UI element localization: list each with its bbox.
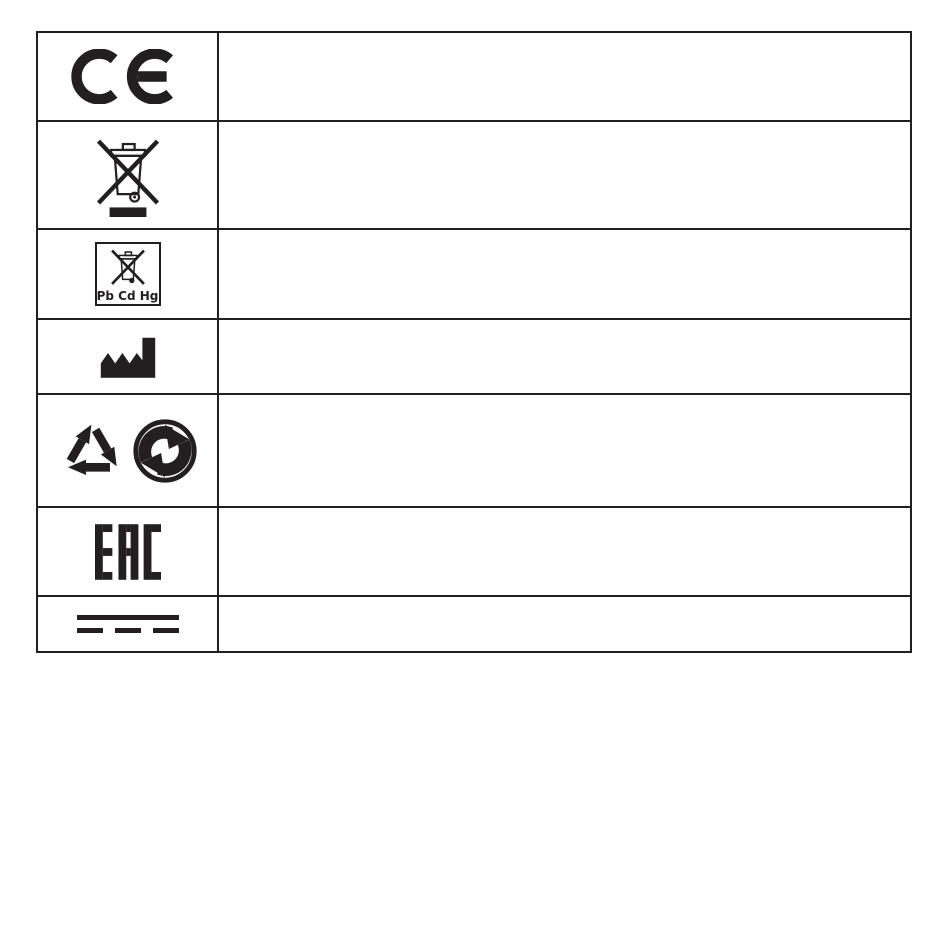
symbol-description-cell: [219, 597, 910, 651]
symbol-description-cell: [219, 230, 910, 318]
symbol-description-cell: [219, 508, 910, 595]
table-row: [38, 230, 910, 320]
ce-mark-icon: [71, 49, 185, 104]
green-dot-icon: [130, 416, 200, 486]
symbol-description-cell: [219, 122, 910, 228]
symbol-cell-dc: [38, 597, 219, 651]
symbol-cell-eac: [38, 508, 219, 595]
weee-crossed-out-bin-icon: [90, 133, 166, 217]
symbol-description-cell: [219, 395, 910, 506]
battery-disposal-icon: [95, 242, 161, 306]
mobius-loop-icon: [56, 413, 128, 489]
table-row: [38, 320, 910, 395]
battery-chemicals-label: Pb Cd Hg: [96, 289, 159, 303]
symbols-table: [36, 31, 912, 653]
manufacturer-factory-icon: [96, 333, 160, 381]
direct-current-icon: [77, 613, 179, 635]
symbol-cell-ce: [38, 33, 219, 120]
symbol-description-cell: [219, 33, 910, 120]
symbol-description-cell: [219, 320, 910, 393]
small-crossed-out-bin-icon: [109, 248, 147, 288]
symbol-cell-weee: [38, 122, 219, 228]
table-row: [38, 122, 910, 230]
symbol-cell-battery: [38, 230, 219, 318]
symbol-cell-recycling: [38, 395, 219, 506]
table-row: [38, 508, 910, 597]
eac-mark-icon: [95, 520, 161, 584]
symbol-cell-manufacturer: [38, 320, 219, 393]
table-row: [38, 33, 910, 122]
table-row: [38, 395, 910, 508]
table-row: [38, 597, 910, 651]
